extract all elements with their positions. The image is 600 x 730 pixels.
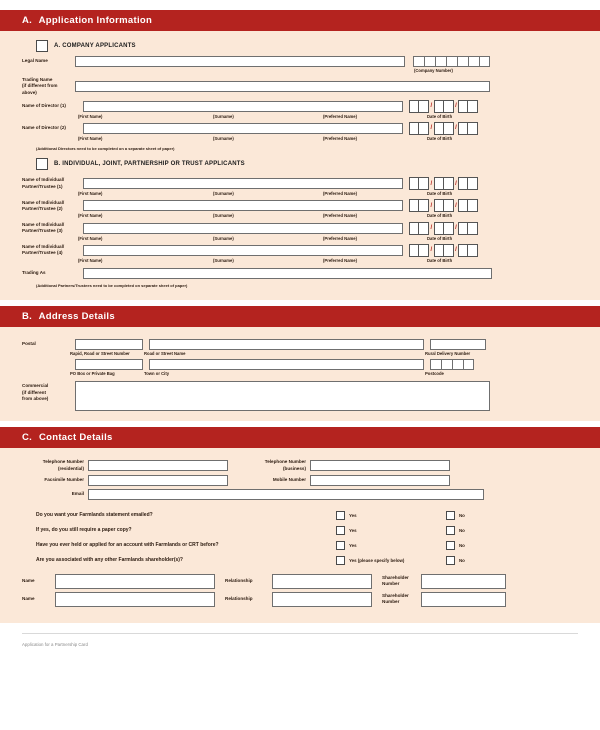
director-2-captions bbox=[0, 137, 600, 141]
dob-slash-1: / bbox=[430, 225, 433, 232]
question-4-options bbox=[336, 556, 586, 565]
individual-4-row bbox=[0, 244, 600, 257]
trading-as-label: Trading As bbox=[22, 270, 46, 276]
shareholder-2-number-label bbox=[382, 593, 421, 605]
individual-2-label-line1: Name of Individual/ bbox=[22, 199, 65, 205]
telephone-residential-input[interactable] bbox=[88, 460, 228, 471]
legal-name-row bbox=[0, 56, 600, 67]
question-1-options bbox=[336, 511, 586, 520]
individual-3-row bbox=[0, 222, 600, 235]
company-applicants-checkbox[interactable] bbox=[36, 40, 48, 52]
question-1-yes-option[interactable] bbox=[336, 511, 446, 520]
caption-preferred-name: (Preferred Name) bbox=[323, 257, 357, 263]
shareholder-1-relationship-label: Relationship bbox=[225, 578, 253, 584]
question-2-no-option[interactable] bbox=[446, 526, 556, 535]
trading-name-label bbox=[22, 77, 75, 96]
company-number-caption-row bbox=[0, 69, 600, 73]
dob-year-pair[interactable] bbox=[458, 100, 478, 113]
caption-first-name: (First Name) bbox=[78, 135, 103, 141]
shareholder-1-number-input[interactable] bbox=[421, 574, 506, 589]
commercial-address-row bbox=[0, 381, 600, 411]
question-2-no-checkbox[interactable] bbox=[446, 526, 455, 535]
individual-applicants-label: B. INDIVIDUAL, JOINT, PARTNERSHIP OR TRUST APPLICANTS bbox=[54, 161, 245, 168]
director-1-dob[interactable] bbox=[409, 100, 478, 113]
application-information-panel bbox=[0, 31, 600, 300]
commercial-label-line3: from above) bbox=[22, 395, 49, 401]
postcode-cell[interactable] bbox=[463, 359, 474, 370]
caption-first-name: (First Name) bbox=[78, 191, 103, 197]
dob-day-pair[interactable] bbox=[409, 199, 429, 212]
shareholder-1-number-label-line2: Number bbox=[382, 581, 400, 587]
individual-1-input[interactable] bbox=[83, 178, 403, 189]
dob-year-pair[interactable] bbox=[458, 244, 478, 257]
question-2-text: If yes, do you still require a paper copy? bbox=[36, 527, 132, 534]
question-4-no-option[interactable] bbox=[446, 556, 556, 565]
caption-surname: (Surname) bbox=[213, 213, 234, 219]
dob-day-pair[interactable] bbox=[409, 122, 429, 135]
individual-2-input[interactable] bbox=[83, 200, 403, 211]
dob-slash-2: / bbox=[455, 180, 457, 187]
mobile-number-input[interactable] bbox=[310, 475, 450, 486]
caption-date-of-birth: Date of Birth bbox=[427, 135, 453, 141]
shareholder-1-number-label bbox=[382, 575, 421, 587]
caption-preferred-name: (Preferred Name) bbox=[323, 235, 357, 241]
individual-4-input[interactable] bbox=[83, 245, 403, 256]
dob-month-pair[interactable] bbox=[434, 222, 454, 235]
postal-row-2-captions bbox=[0, 372, 600, 376]
dob-month-pair[interactable] bbox=[434, 244, 454, 257]
dob-month-pair[interactable] bbox=[434, 199, 454, 212]
director-2-input[interactable] bbox=[83, 123, 403, 134]
caption-preferred-name: (Preferred Name) bbox=[323, 191, 357, 197]
question-2-yes-label: Yes bbox=[349, 527, 357, 533]
shareholder-2-relationship-label: Relationship bbox=[225, 596, 253, 602]
director-1-input[interactable] bbox=[83, 101, 403, 112]
trading-name-label-line1: Trading Name bbox=[22, 77, 53, 83]
company-number-cell[interactable] bbox=[479, 56, 490, 67]
question-1-yes-checkbox[interactable] bbox=[336, 511, 345, 520]
company-applicants-heading[interactable] bbox=[0, 37, 600, 56]
company-applicants-label: A. COMPANY APPLICANTS bbox=[54, 43, 136, 49]
individual-1-row bbox=[0, 177, 600, 190]
shareholder-1-name-label: Name bbox=[22, 578, 35, 584]
dob-slash-1: / bbox=[430, 180, 433, 187]
shareholder-2-relationship-input[interactable] bbox=[272, 592, 372, 607]
individual-2-row bbox=[0, 199, 600, 212]
section-header-address-details bbox=[0, 306, 600, 327]
dob-slash-2: / bbox=[455, 103, 457, 110]
caption-date-of-birth: Date of Birth bbox=[427, 191, 453, 197]
question-4-no-label: No bbox=[459, 557, 465, 563]
dob-slash-2: / bbox=[455, 125, 457, 132]
section-a-title: Application Information bbox=[38, 15, 153, 26]
dob-slash-1: / bbox=[430, 125, 433, 132]
caption-first-name: (First Name) bbox=[78, 213, 103, 219]
company-number-cell[interactable] bbox=[446, 56, 457, 67]
director-1-row bbox=[0, 100, 600, 113]
individual-1-label-line2: Partner/Trustee (1) bbox=[22, 183, 63, 189]
street-name-input[interactable] bbox=[149, 339, 424, 350]
question-1-no-label: No bbox=[459, 512, 465, 518]
dob-month-pair[interactable] bbox=[434, 122, 454, 135]
dob-slash-1: / bbox=[430, 247, 433, 254]
caption-surname: (Surname) bbox=[213, 191, 234, 197]
company-number-cell[interactable] bbox=[413, 56, 424, 67]
trading-name-row bbox=[0, 77, 600, 96]
question-1-text: Do you want your Farmlands statement emailed? bbox=[36, 512, 153, 519]
caption-date-of-birth: Date of Birth bbox=[427, 235, 453, 241]
question-2-no-label: No bbox=[459, 527, 465, 533]
dob-day-pair[interactable] bbox=[409, 222, 429, 235]
individual-4-label bbox=[22, 244, 83, 256]
question-1-yes-label: Yes bbox=[349, 512, 357, 518]
question-3-options bbox=[336, 541, 586, 550]
po-box-input[interactable] bbox=[75, 359, 143, 370]
question-row-4 bbox=[0, 553, 600, 568]
caption-rural-delivery: Rural Delivery Number bbox=[425, 350, 471, 356]
question-4-yes-option[interactable] bbox=[336, 556, 446, 565]
commercial-label-line1: Commercial bbox=[22, 383, 49, 389]
postal-address-row-1 bbox=[0, 339, 600, 350]
individual-2-label-line2: Partner/Trustee (2) bbox=[22, 205, 63, 211]
shareholder-2-number-label-line1: Shareholder bbox=[382, 593, 409, 599]
individual-4-label-line2: Partner/Trustee (4) bbox=[22, 250, 63, 256]
telephone-business-label: Telephone Number (business) bbox=[264, 459, 306, 471]
question-2-yes-checkbox[interactable] bbox=[336, 526, 345, 535]
dob-day-pair[interactable] bbox=[409, 177, 429, 190]
individual-1-dob[interactable] bbox=[409, 177, 478, 190]
section-header-application-information bbox=[0, 10, 600, 31]
telephone-row bbox=[0, 459, 600, 471]
contact-details-panel bbox=[0, 448, 600, 622]
individual-3-input[interactable] bbox=[83, 223, 403, 234]
postal-address-row-2 bbox=[0, 359, 600, 370]
commercial-address-input[interactable] bbox=[75, 381, 490, 411]
section-c-title: Contact Details bbox=[38, 432, 113, 444]
facsimile-number-label: Facsimile Number bbox=[44, 477, 84, 483]
individual-4-label-line1: Name of Individual/ bbox=[22, 244, 65, 250]
shareholder-2-name-label: Name bbox=[22, 596, 35, 602]
trading-as-input[interactable] bbox=[83, 268, 492, 279]
individual-3-label-line1: Name of Individual/ bbox=[22, 221, 65, 227]
caption-surname: (Surname) bbox=[213, 235, 234, 241]
facsimile-row bbox=[0, 475, 600, 486]
section-a-letter: A. bbox=[22, 15, 33, 26]
dob-year-pair[interactable] bbox=[458, 222, 478, 235]
telephone-business-input[interactable] bbox=[310, 460, 450, 471]
shareholder-1-number-label-line1: Shareholder bbox=[382, 575, 409, 581]
additional-partners-note: (Additional Partners/Trustees need to be completed on separate sheet of paper) bbox=[36, 282, 188, 288]
question-row-3 bbox=[0, 538, 600, 553]
section-header-contact-details bbox=[0, 427, 600, 448]
shareholder-2-number-label-line2: Number bbox=[382, 599, 400, 605]
question-3-yes-label: Yes bbox=[349, 542, 357, 548]
email-label: Email bbox=[71, 491, 84, 497]
postcode-cell[interactable] bbox=[430, 359, 441, 370]
trading-as-row bbox=[0, 268, 600, 279]
individual-1-label-line1: Name of Individual/ bbox=[22, 177, 65, 183]
director-1-label: Name of Director (1) bbox=[22, 103, 66, 109]
individual-3-captions bbox=[0, 237, 600, 241]
question-3-no-checkbox[interactable] bbox=[446, 541, 455, 550]
caption-surname: (Surname) bbox=[213, 113, 234, 119]
dob-slash-2: / bbox=[455, 247, 457, 254]
individual-1-captions bbox=[0, 192, 600, 196]
caption-street-name: Road or Street Name bbox=[144, 350, 186, 356]
director-2-row bbox=[0, 122, 600, 135]
question-row-1 bbox=[0, 508, 600, 523]
dob-slash-1: / bbox=[430, 103, 433, 110]
question-3-no-option[interactable] bbox=[446, 541, 556, 550]
telephone-residential-label: Telephone Number (residential) bbox=[42, 459, 84, 471]
individual-1-label bbox=[22, 177, 83, 189]
caption-surname: (Surname) bbox=[213, 135, 234, 141]
dob-month-pair[interactable] bbox=[434, 177, 454, 190]
town-city-input[interactable] bbox=[149, 359, 424, 370]
section-b-letter: B. bbox=[22, 310, 33, 322]
company-number-cell[interactable] bbox=[468, 56, 479, 67]
individual-2-label bbox=[22, 200, 83, 212]
shareholder-2-name-input[interactable] bbox=[55, 592, 215, 607]
question-4-yes-checkbox[interactable] bbox=[336, 556, 345, 565]
caption-date-of-birth: Date of Birth bbox=[427, 113, 453, 119]
section-c-letter: C. bbox=[22, 432, 33, 444]
caption-postcode: Postcode bbox=[425, 371, 444, 377]
caption-first-name: (First Name) bbox=[78, 235, 103, 241]
dob-day-pair[interactable] bbox=[409, 244, 429, 257]
rural-delivery-input[interactable] bbox=[430, 339, 486, 350]
dob-slash-2: / bbox=[455, 202, 457, 209]
top-spacer bbox=[0, 0, 600, 10]
caption-date-of-birth: Date of Birth bbox=[427, 213, 453, 219]
address-details-panel bbox=[0, 327, 600, 421]
facsimile-number-input[interactable] bbox=[88, 475, 228, 486]
individual-3-label-line2: Partner/Trustee (3) bbox=[22, 228, 63, 234]
caption-surname: (Surname) bbox=[213, 257, 234, 263]
individual-4-captions bbox=[0, 259, 600, 263]
trading-name-label-line2: (if different from above) bbox=[22, 83, 58, 95]
trading-name-input[interactable] bbox=[75, 81, 490, 92]
question-4-no-checkbox[interactable] bbox=[446, 556, 455, 565]
caption-preferred-name: (Preferred Name) bbox=[323, 113, 357, 119]
caption-first-name: (First Name) bbox=[78, 113, 103, 119]
postcode-cell[interactable] bbox=[441, 359, 452, 370]
individual-3-label bbox=[22, 222, 83, 234]
individual-3-dob[interactable] bbox=[409, 222, 478, 235]
question-3-yes-checkbox[interactable] bbox=[336, 541, 345, 550]
shareholder-1-relationship-input[interactable] bbox=[272, 574, 372, 589]
caption-po-box: PO Box or Private Bag bbox=[70, 371, 115, 377]
shareholder-row-2 bbox=[0, 592, 600, 607]
legal-name-input[interactable] bbox=[75, 56, 405, 67]
individual-2-dob[interactable] bbox=[409, 199, 478, 212]
mobile-number-label: Mobile Number bbox=[272, 477, 306, 483]
caption-preferred-name: (Preferred Name) bbox=[323, 213, 357, 219]
legal-name-label: Legal Name bbox=[22, 58, 48, 64]
question-1-no-option[interactable] bbox=[446, 511, 556, 520]
additional-directors-note: (Additional Directors need to be completed on a separate sheet of paper) bbox=[36, 146, 175, 152]
shareholder-1-name-input[interactable] bbox=[55, 574, 215, 589]
director-2-label: Name of Director (2) bbox=[22, 125, 66, 131]
dob-year-pair[interactable] bbox=[458, 177, 478, 190]
shareholder-row-1 bbox=[0, 574, 600, 589]
street-number-input[interactable] bbox=[75, 339, 143, 350]
dob-month-pair[interactable] bbox=[434, 100, 454, 113]
commercial-label-line2: (if different bbox=[22, 389, 46, 395]
company-number-cells[interactable] bbox=[413, 56, 490, 67]
company-number-caption: (Company Number) bbox=[414, 68, 453, 73]
commercial-label bbox=[22, 381, 75, 402]
dob-slash-1: / bbox=[430, 202, 433, 209]
postcode-cells[interactable] bbox=[430, 359, 474, 370]
postal-label: Postal bbox=[22, 341, 36, 347]
postal-row-1-captions bbox=[0, 352, 600, 356]
dob-year-pair[interactable] bbox=[458, 122, 478, 135]
dob-day-pair[interactable] bbox=[409, 100, 429, 113]
dob-year-pair[interactable] bbox=[458, 199, 478, 212]
caption-street-number: Rapid, Road or Street Number bbox=[70, 350, 130, 356]
shareholder-2-number-input[interactable] bbox=[421, 592, 506, 607]
email-input[interactable] bbox=[88, 489, 484, 500]
individual-4-dob[interactable] bbox=[409, 244, 478, 257]
question-2-yes-option[interactable] bbox=[336, 526, 446, 535]
caption-date-of-birth: Date of Birth bbox=[427, 257, 453, 263]
caption-town-city: Town or City bbox=[144, 371, 170, 377]
company-number-cell[interactable] bbox=[457, 56, 468, 67]
question-2-options bbox=[336, 526, 586, 535]
director-2-dob[interactable] bbox=[409, 122, 478, 135]
company-number-cell[interactable] bbox=[424, 56, 435, 67]
question-row-2 bbox=[0, 523, 600, 538]
email-row bbox=[0, 489, 600, 500]
director-1-captions bbox=[0, 115, 600, 119]
caption-first-name: (First Name) bbox=[78, 257, 103, 263]
company-number-cell[interactable] bbox=[435, 56, 446, 67]
question-4-text: Are you associated with any other Farmlands shareholder(s)? bbox=[36, 557, 183, 564]
individual-applicants-heading[interactable] bbox=[0, 155, 600, 174]
postcode-cell[interactable] bbox=[452, 359, 463, 370]
section-b-title: Address Details bbox=[38, 310, 115, 322]
individual-applicants-checkbox[interactable] bbox=[36, 158, 48, 170]
question-3-text: Have you ever held or applied for an account with Farmlands or CRT before? bbox=[36, 542, 219, 549]
dob-slash-2: / bbox=[455, 225, 457, 232]
question-1-no-checkbox[interactable] bbox=[446, 511, 455, 520]
individual-2-captions bbox=[0, 214, 600, 218]
document-footer: Application for a Partnership Card bbox=[22, 633, 578, 647]
caption-preferred-name: (Preferred Name) bbox=[323, 135, 357, 141]
question-4-yes-label: Yes (please specify below) bbox=[349, 557, 405, 563]
question-3-yes-option[interactable] bbox=[336, 541, 446, 550]
question-3-no-label: No bbox=[459, 542, 465, 548]
